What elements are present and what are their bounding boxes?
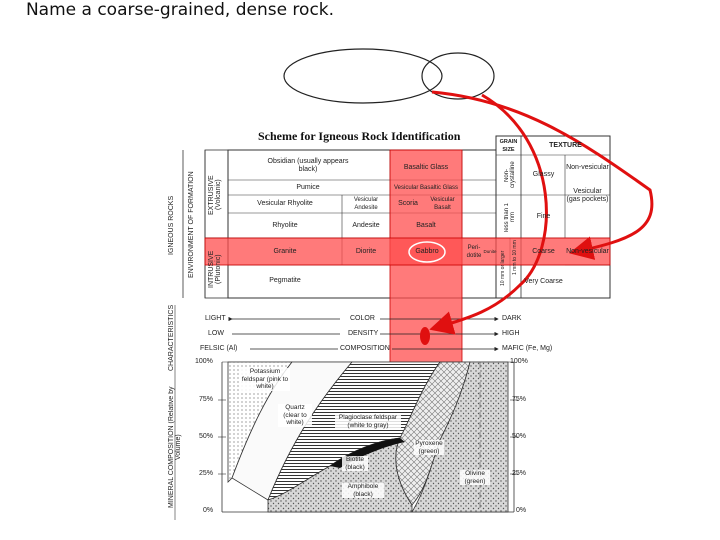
char-high: HIGH [502,330,520,337]
char-light: LIGHT [205,315,226,322]
char-color: COLOR [350,315,375,322]
texture-nonvesicular-top: Non-vesicular [566,164,609,171]
rock-dunite: Dunite [483,248,497,254]
grain-noncrystalline: Non-crystalline [504,161,516,189]
rock-gabbro: Gabbro [415,248,439,255]
rock-granite: Granite [273,247,297,255]
mineral-amphibole: Amphibole (black) [342,483,384,498]
rock-vesicular-andesite: Vesicular Andesite [353,197,379,211]
pct-left-100: 100% [195,358,213,365]
rock-obsidian: Obsidian (usually appears black) [267,158,349,173]
pct-left-0: 0% [203,507,214,514]
rock-pumice: Pumice [296,183,320,191]
extrusive-label: EXTRUSIVE (Volcanic) [208,175,222,215]
texture-fine: Fine [536,212,551,220]
texture-header: TEXTURE [549,141,582,149]
texture-vesicular: Vesicular (gas pockets) [566,188,609,203]
mineral-pyroxene: Pyroxene (green) [415,440,443,455]
mineral-biotite: Biotite (black) [342,456,368,471]
rock-vesicular-basalt: Vesicular Basalt [430,197,455,211]
question-text: Name a coarse-grained, dense rock. [25,0,335,20]
rock-basaltic-glass: Basaltic Glass [403,164,449,171]
grain-1mm: 1 mm to 10 mm [512,240,518,276]
rock-vesicular-basaltic-glass: Vesicular Basaltic Glass [393,184,459,191]
pct-right-25: 25% [512,470,527,477]
intrusive-label: INTRUSIVE (Plutonic) [208,250,222,288]
rock-vesicular-rhyolite: Vesicular Rhyolite [257,200,313,207]
mineral-composition-label: MINERAL COMPOSITION (Relative by Volume) [168,386,182,509]
grain-less-than-1mm: less than 1 mm [504,202,516,232]
rock-andesite: Andesite [352,221,380,229]
rock-peridotite: Peri-dotite [466,244,482,259]
texture-nonvesicular: Non-vesicular [566,247,609,255]
char-mafic: MAFIC (Fe, Mg) [502,345,553,352]
mineral-quartz: Quartz (clear to white) [278,404,312,427]
grain-size-header: GRAIN SIZE [499,138,518,153]
char-felsic: FELSIC (Al) [200,345,238,352]
char-dark: DARK [502,315,522,322]
grain-10mm: 10 mm or larger [500,250,506,286]
rock-basalt: Basalt [416,221,436,229]
rock-scoria: Scoria [398,200,418,207]
texture-glassy: Glassy [532,171,555,178]
pct-right-50: 50% [512,433,527,440]
texture-coarse: Coarse [532,247,555,255]
characteristics-label: CHARACTERISTICS [168,304,175,372]
rock-pegmatite: Pegmatite [269,277,301,284]
mineral-potassium-feldspar: Potassium feldspar (pink to white) [241,368,289,390]
char-low: LOW [208,330,224,337]
mineral-olivine: Olivine (green) [460,470,490,485]
rock-diorite: Diorite [355,247,377,255]
pct-right-0: 0% [516,507,527,514]
texture-very-coarse: Very Coarse [524,277,563,285]
pct-left-75: 75% [199,396,214,403]
pct-right-100: 100% [510,358,528,365]
char-density: DENSITY [348,330,379,337]
environment-label: ENVIRONMENT OF FORMATION [188,171,195,279]
pct-left-25: 25% [199,470,214,477]
mineral-plagioclase: Plagioclase feldspar (white to gray) [335,414,401,429]
rock-rhyolite: Rhyolite [272,221,298,229]
pct-left-50: 50% [199,433,214,440]
chart-title: Scheme for Igneous Rock Identification [258,129,461,143]
char-composition: COMPOSITION [340,345,390,352]
igneous-rocks-label: IGNEOUS ROCKS [168,195,175,255]
pct-right-75: 75% [512,396,527,403]
